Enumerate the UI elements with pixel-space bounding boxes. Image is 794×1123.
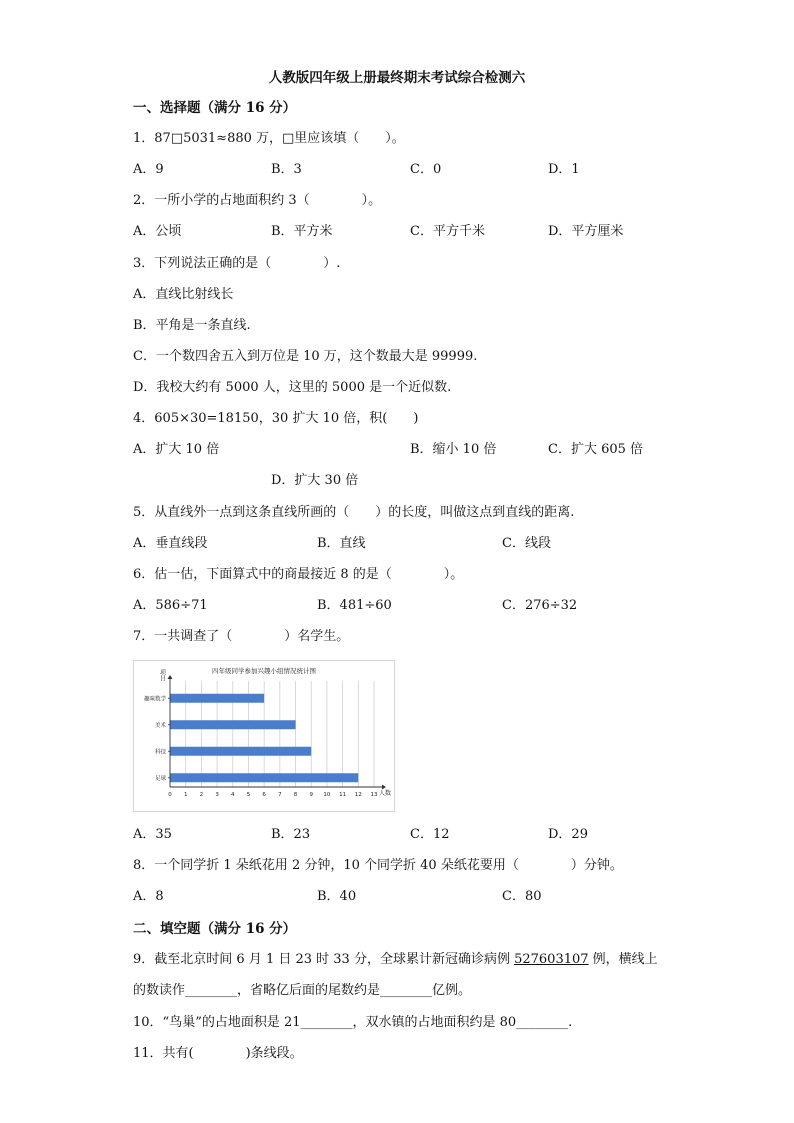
chart-category-label: 趣味数学 xyxy=(143,696,166,703)
chart-tick-label: 7 xyxy=(278,792,282,798)
chart-tick-label: 5 xyxy=(246,792,251,798)
q5-option-b: B．直线 xyxy=(317,536,366,551)
section2-heading: 二、填空题（满分 16 分） xyxy=(133,921,297,937)
page-title: 人教版四年级上册最终期末考试综合检测六 xyxy=(268,70,526,86)
q8-option-c: C．80 xyxy=(502,889,542,904)
chart-tick-label: 3 xyxy=(215,792,219,798)
q6-option-c: C．276÷32 xyxy=(502,598,578,613)
q3-option-b: B．平角是一条直线. xyxy=(133,318,251,333)
chart-tick-label: 11 xyxy=(339,792,347,798)
chart-category-labels xyxy=(144,694,167,782)
q9-line1-post: 例，横线上 xyxy=(588,952,658,967)
q5-option-c: C．线段 xyxy=(502,536,551,551)
q2-option-c: C．平方千米 xyxy=(410,224,485,239)
q3-option-c: C．一个数四舍五入到万位是 10 万，这个数最大是 99999. xyxy=(133,349,478,364)
chart-category-label: 美术 xyxy=(154,722,166,729)
chart-y-axis-label: 项目 xyxy=(158,669,166,681)
q8-stem: 8．一个同学折 1 朵纸花用 2 分钟，10 个同学折 40 朵纸花要用（ ）分钟。 xyxy=(133,858,623,873)
chart-tick-label: 1 xyxy=(183,792,188,798)
q9-line2: 的数读作________，省略亿后面的尾数约是________亿例。 xyxy=(133,983,472,998)
q7-option-d: D．29 xyxy=(548,827,588,842)
q3-option-a: A．直线比射线长 xyxy=(133,287,234,302)
chart-tick-label: 0 xyxy=(168,792,172,798)
chart-category-label: 足球 xyxy=(154,775,166,782)
chart-tick-label: 9 xyxy=(309,792,313,798)
q8-option-b: B．40 xyxy=(317,889,357,904)
chart-x-axis-label: 人数 xyxy=(379,790,392,797)
q4-option-a: A．扩大 10 倍 xyxy=(133,442,220,457)
chart-tick-labels xyxy=(168,792,378,798)
q2-option-b: B．平方米 xyxy=(271,224,333,239)
chart-bar xyxy=(170,773,358,782)
chart-axes xyxy=(168,675,387,790)
chart-tick-label: 4 xyxy=(231,792,235,798)
q4-option-b: B．缩小 10 倍 xyxy=(410,442,497,457)
q9-line1-pre: 9．截至北京时间 6 月 1 日 23 时 33 分，全球累计新冠确诊病例 xyxy=(133,952,515,967)
chart-x-axis-arrow xyxy=(382,785,386,790)
q1-option-c: C．0 xyxy=(410,162,442,177)
chart-tick-label: 13 xyxy=(370,792,378,798)
chart-tick-label: 6 xyxy=(262,792,266,798)
section1-heading: 一、选择题（满分 16 分） xyxy=(133,100,297,116)
chart-title: 四年级同学参加兴趣小组情况统计图 xyxy=(212,667,316,675)
q11-stem: 11．共有( )条线段。 xyxy=(133,1046,303,1061)
chart-y-axis-arrow xyxy=(168,675,173,679)
chart-tick-label: 8 xyxy=(293,792,298,798)
q4-stem: 4．605×30=18150，30 扩大 10 倍，积( ) xyxy=(133,411,419,426)
chart-bar xyxy=(170,747,311,756)
q6-stem: 6．估一估，下面算式中的商最接近 8 的是（ ）。 xyxy=(133,567,464,582)
q6-option-a: A．586÷71 xyxy=(133,598,208,613)
chart-bar xyxy=(170,694,264,703)
chart-category-label: 科技 xyxy=(154,749,166,756)
q1-stem: 1．87□5031≈880 万，□里应该填（ ）。 xyxy=(133,131,405,146)
chart-bar xyxy=(170,720,296,729)
q3-stem: 3．下列说法正确的是（ ）. xyxy=(133,256,341,271)
q5-stem: 5．从直线外一点到这条直线所画的（ ）的长度，叫做这点到直线的距离. xyxy=(133,505,575,520)
q9-line1 xyxy=(133,952,658,968)
q1-option-a: A．9 xyxy=(133,162,164,177)
q7-option-c: C．12 xyxy=(410,827,450,842)
chart-tick-label: 12 xyxy=(354,792,362,798)
q10-stem: 10．“鸟巢”的占地面积是 21________，双水镇的占地面积约是 80________. xyxy=(133,1015,573,1030)
q2-option-a: A．公顷 xyxy=(133,224,182,239)
q7-stem: 7．一共调查了（ ）名学生。 xyxy=(133,629,350,644)
q8-option-a: A．8 xyxy=(133,889,164,904)
q5-option-a: A．垂直线段 xyxy=(133,536,208,551)
q7-option-a: A．35 xyxy=(133,827,172,842)
q3-option-d: D．我校大约有 5000 人，这里的 5000 是一个近似数. xyxy=(133,380,452,395)
q4-option-d: D．扩大 30 倍 xyxy=(271,473,359,488)
q2-stem: 2．一所小学的占地面积约 3（ ）。 xyxy=(133,193,382,208)
q4-option-c: C．扩大 605 倍 xyxy=(548,442,644,457)
q7-option-b: B．23 xyxy=(271,827,311,842)
bar-chart-svg xyxy=(134,661,394,811)
bar-chart xyxy=(133,660,395,812)
chart-tick-label: 10 xyxy=(323,792,331,798)
q1-option-d: D．1 xyxy=(548,162,580,177)
q6-option-b: B．481÷60 xyxy=(317,598,392,613)
q9-case-number: 527603107 xyxy=(514,952,589,967)
q2-option-d: D．平方厘米 xyxy=(548,224,624,239)
q1-option-b: B．3 xyxy=(271,162,302,177)
chart-tick-label: 2 xyxy=(199,792,204,798)
